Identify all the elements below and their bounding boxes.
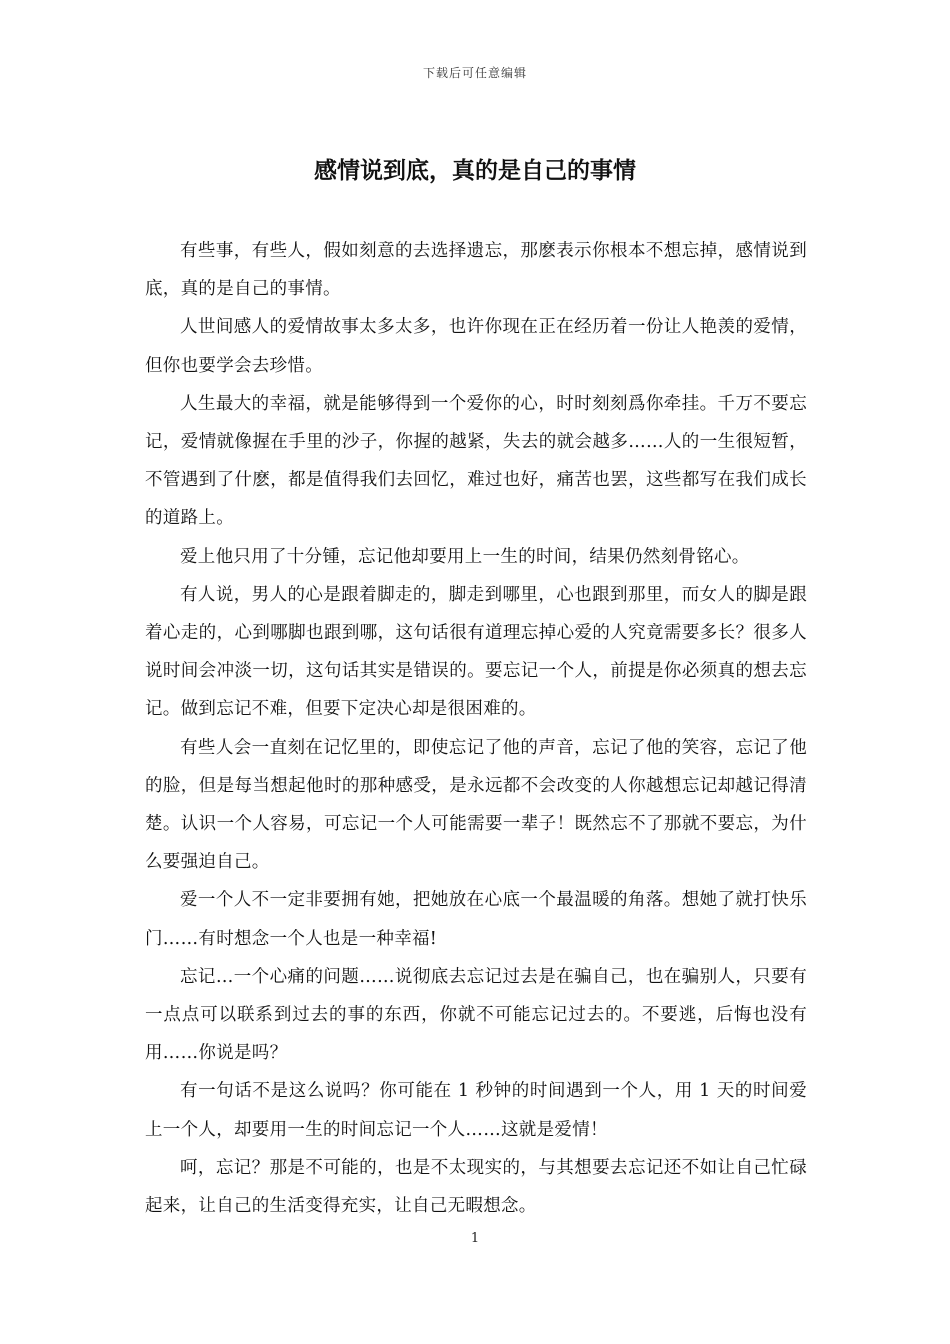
paragraph-3: 人生最大的幸福，就是能够得到一个爱你的心，时时刻刻爲你牵挂。千万不要忘记，爱情就像握在手里的沙子，你握的越紧，失去的就会越多……人的一生很短暂，不管遇到了什麽，都是值得我们去回忆，难过也好，痛苦也罢，这些都写在我们成长的道路上。 [145, 393, 807, 529]
paragraph-2: 人世间感人的爱情故事太多太多，也许你现在正在经历着一份让人艳羡的爱情，但你也要学会去珍惜。 [145, 317, 807, 376]
article-body [145, 232, 807, 1225]
header-note: 下载后可任意编辑 [422, 66, 527, 80]
paragraph-4: 爱上他只用了十分锺，忘记他却要用上一生的时间，结果仍然刻骨铭心。 [180, 546, 750, 567]
paragraph-5: 有人说，男人的心是跟着脚走的，脚走到哪里，心也跟到那里，而女人的脚是跟着心走的，心到哪脚也跟到哪，这句话很有道理忘掉心爱的人究竟需要多长？很多人说时间会冲淡一切，这句话其实是错误的。要忘记一个人，前提是你必须真的想去忘记。做到忘记不难，但要下定决心却是很困难的。 [145, 584, 807, 720]
document-title: 感情说到底，真的是自己的事情 [314, 158, 636, 184]
paragraph-6: 有些人会一直刻在记忆里的，即使忘记了他的声音，忘记了他的笑容，忘记了他的脸，但是每当想起他时的那种感受，是永远都不会改变的人你越想忘记却越记得清楚。认识一个人容易，可忘记一个人可能需要一辈子！既然忘不了那就不要忘，为什么要强迫自己。 [145, 737, 807, 873]
paragraph-8: 忘记…一个心痛的问题……说彻底去忘记过去是在骗自己，也在骗别人，只要有一点点可以联系到过去的事的东西，你就不可能忘记过去的。不要逃，后悔也没有用……你说是吗？ [145, 966, 807, 1064]
paragraph-7: 爱一个人不一定非要拥有她，把她放在心底一个最温暖的角落。想她了就打快乐门……有时想念一个人也是一种幸福! [145, 890, 807, 949]
page-number: 1 [470, 1231, 480, 1246]
paragraph-10: 呵，忘记？那是不可能的，也是不太现实的，与其想要去忘记还不如让自己忙碌起来，让自己的生活变得充实，让自己无暇想念。 [145, 1157, 807, 1217]
paragraph-1: 有些事，有些人，假如刻意的去选择遗忘，那麽表示你根本不想忘掉，感情说到底，真的是自己的事情。 [145, 241, 807, 300]
paragraph-9: 有一句话不是这么说吗？你可能在 1 秒钟的时间遇到一个人，用 1 天的时间爱上一个人，却要用一生的时间忘记一个人……这就是爱情！ [145, 1081, 807, 1140]
